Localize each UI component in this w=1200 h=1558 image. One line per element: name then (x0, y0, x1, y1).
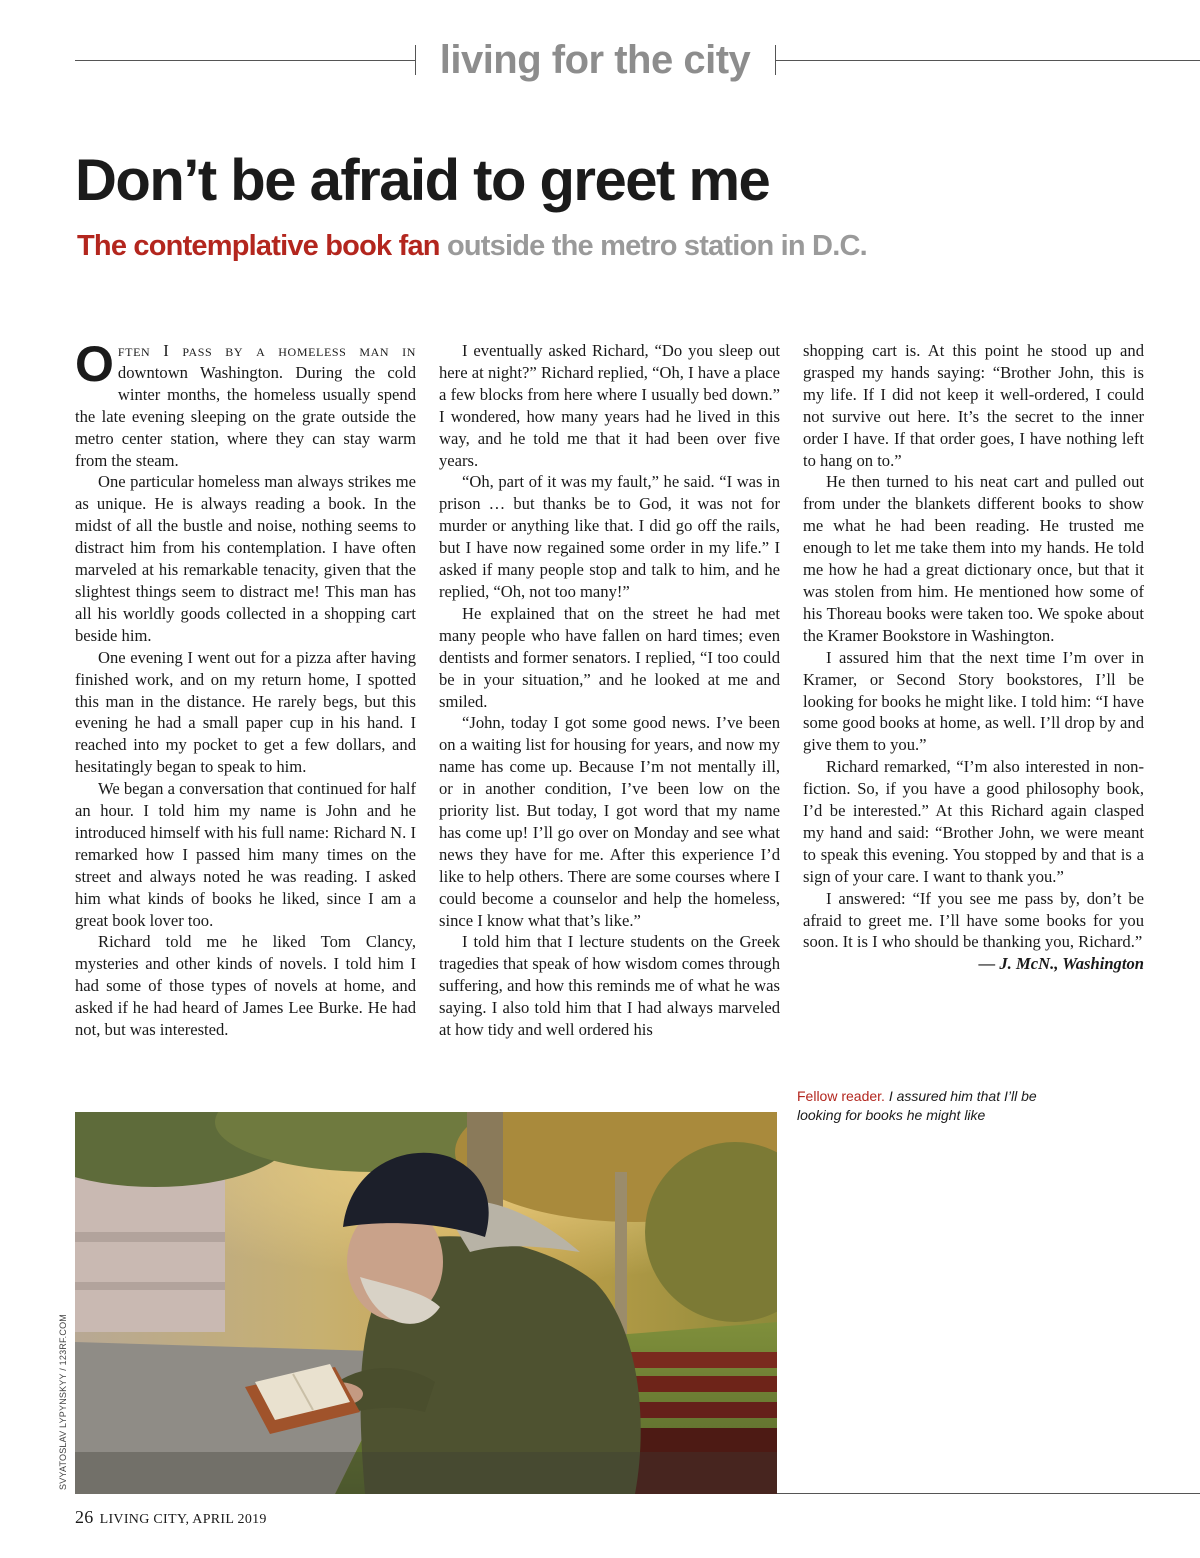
article-paragraph: I told him that I lecture students on the Greek tragedies that speak of how wisdom comes through suffering, and how this reminds me of what he was saying. I also told him that I had always marveled at how tidy and well ordered his (439, 932, 780, 1040)
lead-in-smallcaps: ften I pass by a homeless man in (117, 341, 416, 360)
article-paragraph: I answered: “If you see me pass by, don’t be afraid to greet me. I’ll have some books for you soon. It is I who should be thanking you, Richard.” (803, 888, 1144, 952)
publication-line: LIVING CITY, APRIL 2019 (99, 1512, 267, 1527)
lead-in-text: downtown Washington. During the cold winter months, the homeless usually spend the late evening sleeping on the grate outside the metro center station, where they can stay warm from the steam. (75, 362, 416, 470)
article-byline: — J. McN., Washington (978, 954, 1144, 974)
header-rule-right (775, 60, 1200, 61)
article-paragraph: One evening I went out for a pizza after having finished work, and on my return home, I spotted this man in the distance. He rarely begs, but this evening he had a small paper cup in his hand. I reached into my pocket to get a few dollars, and hesitatingly began to speak to him. (75, 647, 416, 777)
page-number: 26 (75, 1507, 94, 1527)
article-paragraph (75, 336, 416, 471)
article-paragraph: Richard told me he liked Tom Clancy, mysteries and other kinds of novels. I told him I had some of those types of novels at home, and asked if he had heard of James Lee Burke. He had not, but was interested. (75, 932, 416, 1040)
section-header (75, 36, 1200, 84)
article-paragraph: shopping cart is. At this point he stood up and grasped my hands saying: “Brother John, this is my life. If I did not keep it well-ordered, I could not survive out here. It’s the secret to the inner order I have. If that order goes, I have nothing left to hang on to.” (803, 341, 1144, 470)
header-rule-left (75, 60, 415, 61)
article-paragraph: “John, today I got some good news. I’ve been on a waiting list for housing for years, and now my name has come up. Because I’m not mentally ill, or in another condition, I’ve been low on the priority list. But today, I got word that my name has come up! I’ll go over on Monday and see what news they have for me. After this experience I’d like to help others. There are some courses where I could become a counselor and help the homeless, since I know what that’s like.” (439, 713, 780, 930)
section-label: living for the city (439, 38, 751, 82)
article-paragraph: Richard remarked, “I’m also interested in non-fiction. So, if you have a good philosophy book, I’d be interested.” At this Richard again clasped my hand and said: “Brother John, we were meant to speak this evening. You stopped by and that is a sign of your care. I want to thank you.” (803, 757, 1144, 886)
subhead-grey: outside the metro station in D.C. (439, 230, 867, 262)
page-footer (75, 1507, 267, 1528)
drop-cap: O (75, 336, 114, 392)
article-paragraph: I eventually asked Richard, “Do you sleep out here at night?” Richard replied, “Oh, I have a place a few blocks from here where I usually bed down.” I wondered, how many years had he lived in this way, and he told me that it had been over five years. (439, 341, 780, 470)
article-paragraph: “Oh, part of it was my fault,” he said. “I was in prison … but thanks be to God, it was not for murder or anything like that. I did go off the rails, but I have now regained some order in my life.” I asked if many people stop and talk to him, and he replied, “Oh, not too many!” (439, 472, 780, 601)
photo-caption (797, 1087, 1077, 1125)
photo-credit: SVYATOSLAV LYPYNSKYY / 123RF.COM (58, 1314, 68, 1490)
photo-man-reading-on-bench (75, 1112, 777, 1494)
article-column-1 (75, 336, 416, 1041)
subhead-red: The contemplative book fan (77, 230, 440, 262)
bottom-rule (777, 1493, 1200, 1494)
article-paragraph: He explained that on the street he had met many people who have fallen on hard times; even dentists and former senators. I replied, “I too could be in your situation,” and he looked at me and smiled. (439, 603, 780, 711)
article-subhead (77, 226, 867, 266)
caption-text: I assured him that I’ll be looking for books he might like (797, 1088, 1037, 1123)
article-column-2 (439, 340, 780, 1041)
article-paragraph: We began a conversation that continued for half an hour. I told him my name is John and he introduced himself with his full name: Richard N. I remarked how I passed him many times on the street and always noted he was reading. I asked him what kinds of books he liked, since I am a great book lover too. (75, 779, 416, 930)
article-paragraph: He then turned to his neat cart and pulled out from under the blankets different books to show me what he had been reading. He trusted me enough to let me take them into my hands. He told me how he had a great dictionary once, but that it was stolen from him. He mentioned how some of his Thoreau books were taken too. We spoke about the Kramer Bookstore in Washington. (803, 472, 1144, 645)
article-paragraph: I assured him that the next time I’m over in Kramer, or Second Story bookstores, I’ll be looking for books he might like. I told him: “I have some good books at home, as well. I’ll drop by and give them to you.” (803, 647, 1144, 755)
article-column-3 (803, 340, 1144, 975)
article-headline: Don’t be afraid to greet me (75, 148, 770, 213)
article-paragraph: One particular homeless man always strikes me as unique. He is always reading a book. In the midst of all the bustle and noise, nothing seems to distract him from his contemplation. I have often marveled at his remarkable tenacity, given that the slightest things seem to distract me! This man has all his worldly goods collected in a shopping cart beside him. (75, 472, 416, 645)
caption-lead: Fellow reader. (797, 1088, 885, 1104)
